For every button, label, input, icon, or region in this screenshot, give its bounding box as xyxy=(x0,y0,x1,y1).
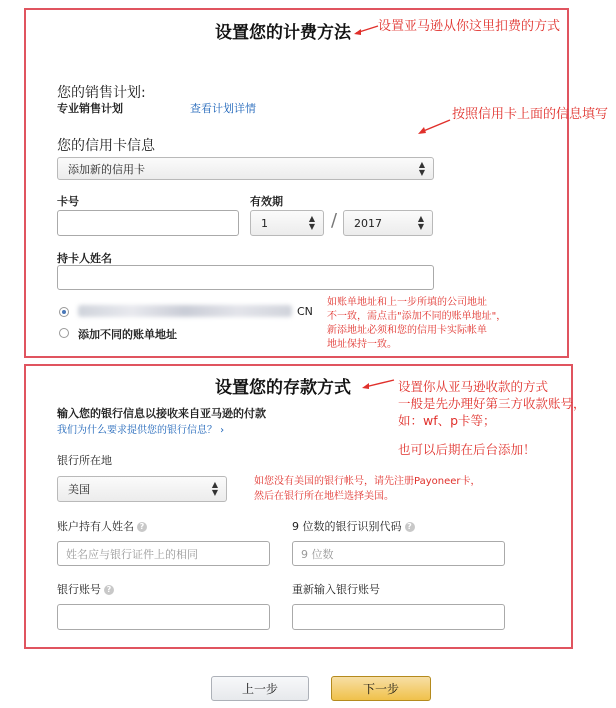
address-country-suffix: CN xyxy=(297,305,313,318)
help-icon[interactable]: ? xyxy=(104,585,114,595)
account-number-input[interactable] xyxy=(57,604,270,630)
bank-location-label: 银行所在地 xyxy=(57,454,112,467)
sales-plan-label: 您的销售计划: xyxy=(57,85,146,101)
credit-card-select[interactable] xyxy=(57,157,434,180)
expiry-month-value: 1 xyxy=(261,216,268,230)
why-bank-info-link[interactable]: 我们为什么要求提供您的银行信息？ › xyxy=(57,425,225,436)
view-plan-details-link[interactable]: 查看计划详情 xyxy=(190,102,256,115)
annotation-line: 如：wf、p卡等； xyxy=(398,413,496,428)
expiry-month-select[interactable] xyxy=(250,210,324,236)
next-button[interactable]: 下一步 xyxy=(331,676,431,701)
account-number-label xyxy=(57,581,114,597)
routing-number-input[interactable] xyxy=(292,541,505,566)
help-icon[interactable]: ? xyxy=(137,522,147,532)
account-holder-label-text: 账户持有人姓名 xyxy=(57,520,134,533)
select-arrows-icon: ▲ ▼ xyxy=(418,159,425,177)
annotation-arrow-3 xyxy=(360,378,396,390)
billing-address-radio-new[interactable] xyxy=(59,328,69,338)
annotation-card-info: 按照信用卡上面的信息填写 xyxy=(452,107,609,122)
annotation-line xyxy=(398,429,586,439)
account-holder-input[interactable] xyxy=(57,541,270,566)
bank-info-intro: 输入您的银行信息以接收来自亚马逊的付款 xyxy=(57,407,266,420)
account-number-confirm-input[interactable] xyxy=(292,604,505,630)
card-number-input[interactable] xyxy=(57,210,239,236)
expiry-label: 有效期 xyxy=(250,195,283,208)
account-number-confirm-label: 重新输入银行账号 xyxy=(292,583,380,596)
back-button[interactable]: 上一步 xyxy=(211,676,309,701)
annotation-arrow-1 xyxy=(352,24,380,36)
billing-address-radio-existing[interactable] xyxy=(59,307,69,317)
annotation-deposit-method xyxy=(398,378,586,458)
annotation-line: 也可以后期在后台添加！ xyxy=(398,442,536,457)
annotation-line: 然后在银行所在地栏选择美国。 xyxy=(254,491,394,502)
account-holder-placeholder: 姓名应与银行证件上的相同 xyxy=(66,547,198,561)
annotation-line: 如您没有美国的银行帐号，请先注册Payoneer卡， xyxy=(254,476,481,487)
annotation-arrow-2 xyxy=(416,118,452,136)
help-icon[interactable]: ? xyxy=(405,522,415,532)
routing-number-placeholder: 9 位数 xyxy=(301,547,334,561)
add-different-address-label[interactable]: 添加不同的账单地址 xyxy=(78,328,177,341)
annotation-line: 地址保持一致。 xyxy=(327,339,397,350)
annotation-billing-method: 设置亚马逊从你这里扣费的方式 xyxy=(378,19,561,34)
select-arrows-icon: ▲ ▼ xyxy=(417,214,424,231)
account-holder-label xyxy=(57,518,147,534)
routing-number-label xyxy=(292,518,415,534)
billing-title: 设置您的计费方法 xyxy=(215,23,351,43)
expiry-separator: / xyxy=(331,210,338,231)
annotation-line: 设置你从亚马逊收款的方式 xyxy=(398,379,549,394)
expiry-year-select[interactable] xyxy=(343,210,433,236)
card-info-label: 您的信用卡信息 xyxy=(57,138,155,154)
cardholder-name-input[interactable] xyxy=(57,265,434,290)
bank-location-value: 美国 xyxy=(68,483,90,496)
card-number-label: 卡号 xyxy=(57,195,79,208)
credit-card-select-value: 添加新的信用卡 xyxy=(68,162,145,176)
annotation-line: 不一致，需点击"添加不同的账单地址"， xyxy=(327,311,507,322)
annotation-payoneer xyxy=(254,474,481,504)
annotation-billing-address xyxy=(327,296,506,352)
routing-number-label-text: 9 位数的银行识别代码 xyxy=(292,520,402,533)
cardholder-name-label: 持卡人姓名 xyxy=(57,252,112,265)
deposit-title: 设置您的存款方式 xyxy=(215,378,351,398)
annotation-line: 如账单地址和上一步所填的公司地址 xyxy=(327,297,487,308)
annotation-line: 一般是先办理好第三方收款账号， xyxy=(398,396,586,411)
redacted-address-text xyxy=(78,305,292,317)
select-arrows-icon: ▲ ▼ xyxy=(211,480,218,497)
select-arrows-icon: ▲ ▼ xyxy=(308,214,315,231)
expiry-year-value: 2017 xyxy=(354,216,382,230)
account-number-label-text: 银行账号 xyxy=(57,583,101,596)
annotation-line: 新添地址必须和您的信用卡实际帐单 xyxy=(327,325,487,336)
sales-plan-value: 专业销售计划 xyxy=(57,102,123,115)
bank-location-select[interactable] xyxy=(57,476,227,502)
